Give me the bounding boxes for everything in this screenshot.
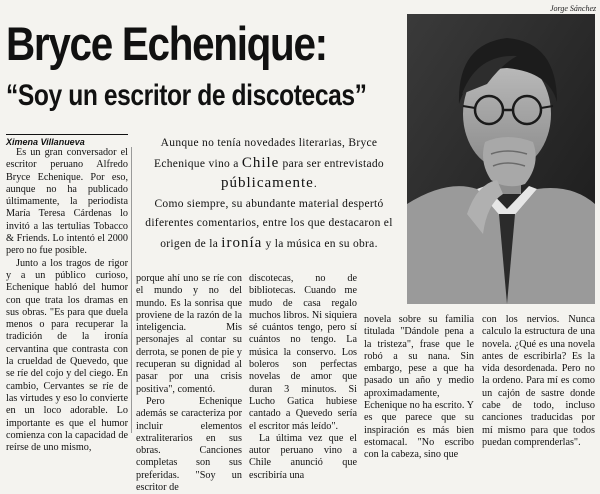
article-column-5	[482, 314, 595, 448]
article-column-1	[6, 147, 128, 454]
lead-text: .	[313, 178, 317, 190]
lead-text: para ser entrevistado	[279, 157, 384, 170]
column-divider	[131, 147, 132, 433]
lead-text: públicamente	[221, 175, 314, 191]
lead-text: Aunque no tenía novedades literarias, Bryce Echenique vino a	[154, 137, 378, 170]
paragraph: novela sobre su familia titulada "Dándole pena a la tristeza", frase que le robó a su nana. Sin embargo, pese a que ha pasado un año y medio aproximadamente, Echenique no ha escrito. Y es que parece que su inspiración es más bien estomacal. "No escribo con la cabeza, sino que	[364, 314, 474, 461]
subhead-quote: “Soy un escritor de discotecas”	[6, 79, 367, 112]
lead-text: ironía	[221, 234, 263, 251]
photo-credit: Jorge Sánchez	[550, 4, 597, 13]
article-column-3	[249, 273, 357, 481]
byline: Ximena Villanueva	[6, 134, 128, 147]
paragraph: Es un gran conversador el escritor peruano Alfredo Bryce Echenique. Por eso, aunque no ha publicado últimamente, la periodista María Teresa Cárdenas lo invitó a las tertulias Tobacco & Friends. Lo intentó el 2000 pero no fue posible.	[6, 147, 128, 257]
lead-text: y la música en su obra.	[262, 237, 378, 250]
lead-paragraph	[138, 134, 400, 254]
paragraph: Junto a los tragos de rigor y a un público curioso, Echenique habló del humor con que trata los dramas en sus obras. "Es para que duela menos o para recuperar la tradición de la ironía cervantina que contrasta con la crueldad de Quevedo, que se ríe del cojo y del ciego. En cambio, Cervantes se ríe de las virtudes y eso lo convierte en un loco adorable. Lo importante es que el humor comienza con la capacidad de reírse de uno mismo,	[6, 257, 128, 454]
author-portrait-illustration	[407, 14, 595, 304]
headline: Bryce Echenique:	[6, 17, 327, 70]
paragraph: porque ahí uno se ríe con el mundo y no del mundo. Es la sonrisa que proviene de la razón de la inteligencia. Mis personajes al contar su derrota, se ponen de pie y recuperan su dignidad al pasar por una crisis positiva", comentó.	[136, 273, 242, 395]
lead-text: Como siempre, su abundante material despertó diferentes comentarios, entre los que destacaron el origen de la	[145, 197, 393, 250]
paragraph: Pero Echenique además se caracteriza por incluir elementos extraliterarios en sus obras. Canciones completas son sus preferidas. "Soy un escritor de	[136, 395, 242, 494]
lead-text: Chile	[241, 154, 280, 171]
paragraph: La última vez que el autor peruano vino a Chile anunció que escribiría una	[249, 432, 357, 481]
paragraph: con los nervios. Nunca calculo la estructura de una novela. ¿Qué es una novela antes de escribirla? Es la vida desordenada. Pero no la ordeno. Para mí es como un cajón de sastre donde cabe de todo, incluso canciones traducidas por mí mismo para que todos puedan comprenderlas".	[482, 314, 595, 448]
article-column-4	[364, 314, 474, 461]
paragraph: discotecas, no de bibliotecas. Cuando me mudo de casa regalo muchos libros. Ni siquiera sé cuántos tengo, pero sí cuántos no tengo. La música la conservo. Los boleros son perfectas novelas de amor que duran 3 minutos. Si Lucho Gatica hubiese cantado a Quevedo sería el escritor más leído".	[249, 273, 357, 432]
article-column-2	[136, 273, 242, 494]
author-photo	[407, 14, 595, 304]
